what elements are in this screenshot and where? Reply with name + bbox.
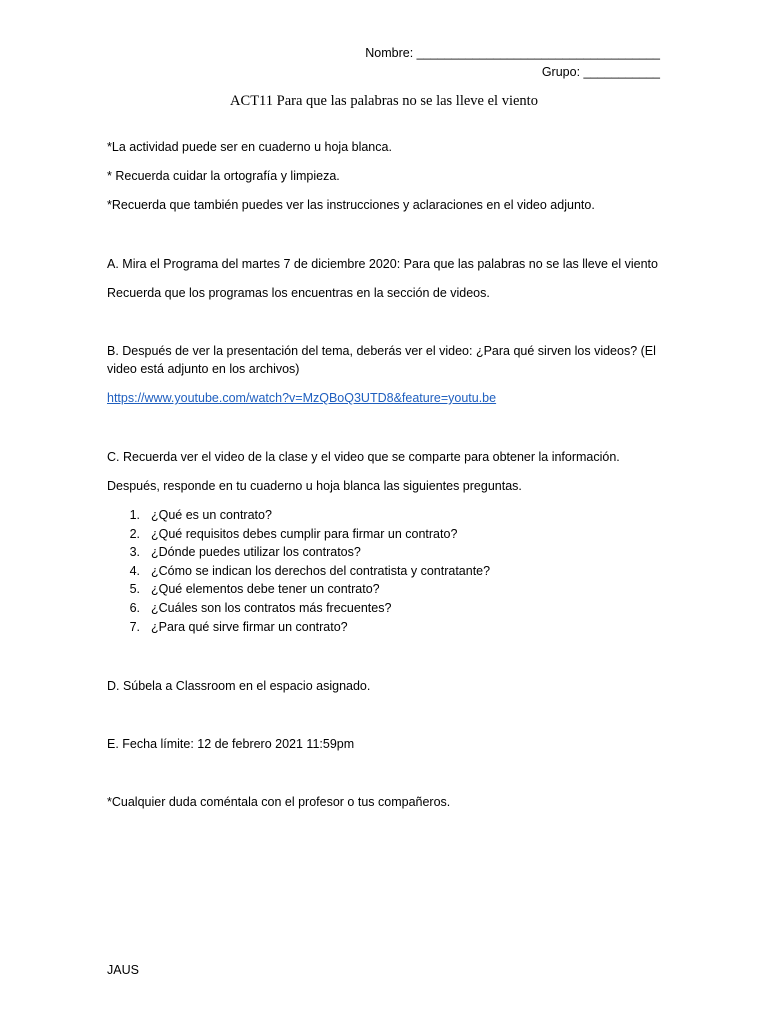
section-c-line-2: Después, responde en tu cuaderno u hoja blanca las siguientes preguntas. [107,479,522,493]
name-field: Nombre: ___________________________________ [365,46,660,60]
section-b-line-1: B. Después de ver la presentación del tema, deberás ver el video: ¿Para qué sirven los videos? (El [107,344,656,358]
list-item: 3. ¿Dónde puedes utilizar los contratos? [129,545,361,559]
section-a-line-2: Recuerda que los programas los encuentras en la sección de videos. [107,286,490,300]
list-item: 1. ¿Qué es un contrato? [129,508,272,522]
section-d: D. Súbela a Classroom en el espacio asignado. [107,679,371,693]
note-3: *Recuerda que también puedes ver las instrucciones y aclaraciones en el video adjunto. [107,198,595,212]
section-a-line-1: A. Mira el Programa del martes 7 de diciembre 2020: Para que las palabras no se las lleve el viento [107,257,658,271]
document-title: ACT11 Para que las palabras no se las lleve el viento [230,93,538,109]
footer-initials: JAUS [107,963,139,977]
list-item: 5. ¿Qué elementos debe tener un contrato? [129,582,380,596]
note-2: * Recuerda cuidar la ortografía y limpieza. [107,169,340,183]
group-field: Grupo: ___________ [541,65,660,79]
list-item: 6. ¿Cuáles son los contratos más frecuentes? [129,601,392,615]
section-e: E. Fecha límite: 12 de febrero 2021 11:59pm [107,737,355,751]
section-b-line-2: video está adjunto en los archivos) [107,362,300,376]
list-item: 4. ¿Cómo se indican los derechos del contratista y contratante? [129,564,491,578]
closing-note: *Cualquier duda coméntala con el profesor o tus compañeros. [107,795,451,809]
note-1: *La actividad puede ser en cuaderno u hoja blanca. [107,140,392,154]
list-item: 7. ¿Para qué sirve firmar un contrato? [129,620,348,634]
section-c-line-1: C. Recuerda ver el video de la clase y el video que se comparte para obtener la información. [107,450,620,464]
youtube-link[interactable]: https://www.youtube.com/watch?v=MzQBoQ3UTD8&feature=youtu.be [107,391,497,405]
list-item: 2. ¿Qué requisitos debes cumplir para firmar un contrato? [129,527,458,541]
